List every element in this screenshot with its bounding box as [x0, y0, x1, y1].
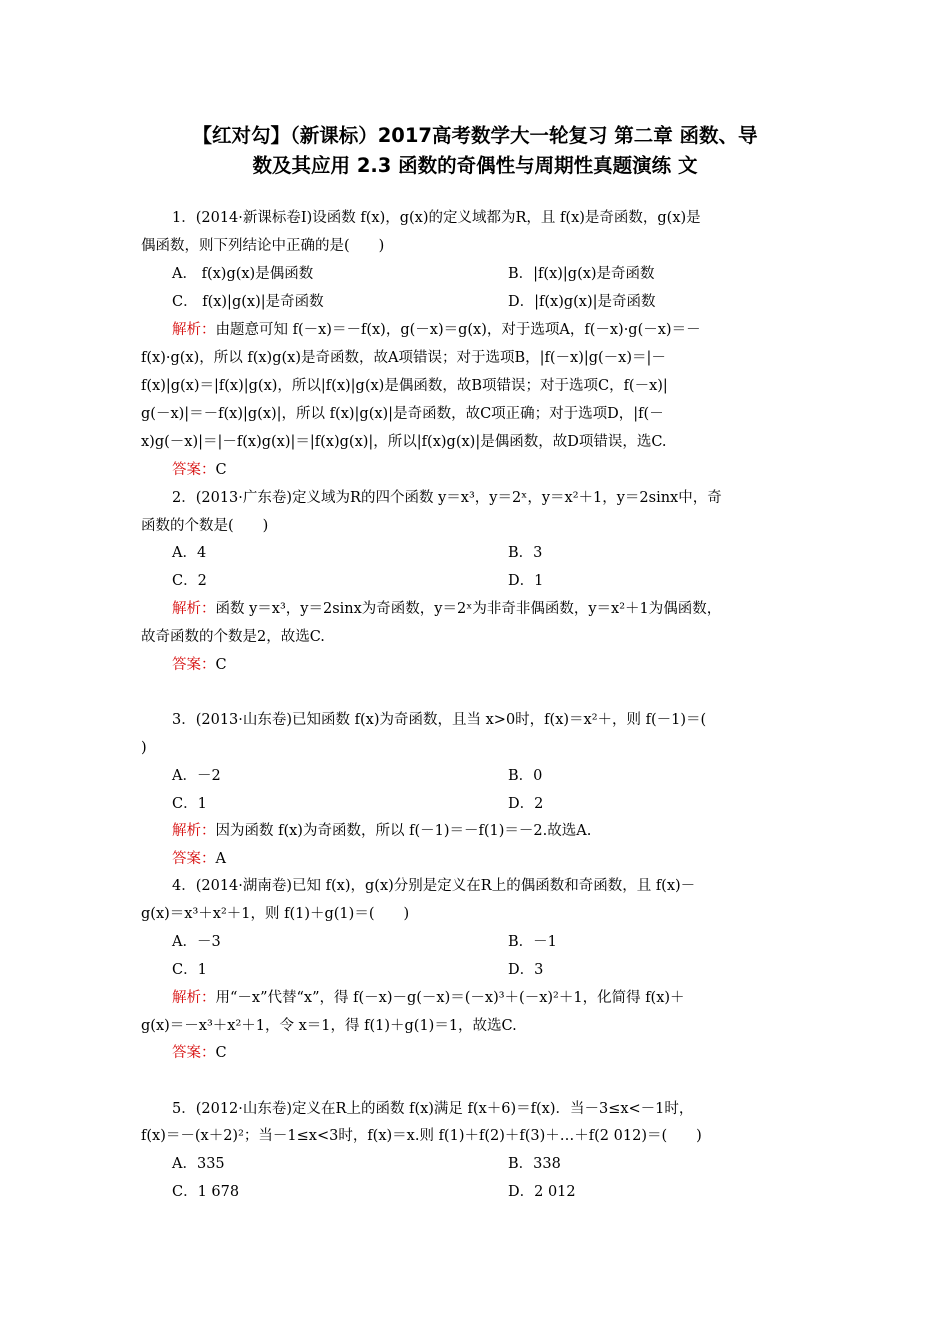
q5-stem-line-1: 5．(2012·山东卷)定义在R上的函数 f(x)满足 f(x＋6)＝f(x)．当－3≤x<－1时，	[172, 1101, 694, 1117]
q2-stem-line-2: 函数的个数是( )	[141, 518, 269, 534]
answer-label: 答案：	[172, 657, 216, 673]
q4-solution-line-1	[172, 988, 685, 1008]
q1-solution-line-3: f(x)|g(x)＝|f(x)|g(x)，所以|f(x)|g(x)是偶函数，故B项错误；对于选项C，f(－x)|	[141, 378, 668, 394]
answer-value: A	[215, 851, 226, 867]
answer-value: C	[215, 1045, 227, 1061]
q4-answer	[172, 1043, 227, 1063]
answer-label: 答案：	[172, 462, 216, 478]
answer-value: C	[215, 462, 227, 478]
q1-solution-line-1	[172, 320, 701, 340]
solution-label: 解析：	[172, 601, 216, 617]
solution-label: 解析：	[172, 990, 216, 1006]
q4-stem-line-1: 4．(2014·湖南卷)已知 f(x)，g(x)分别是定义在R上的偶函数和奇函数，且 f(x)－	[172, 878, 696, 894]
q2-stem-line-1: 2．(2013·广东卷)定义域为R的四个函数 y＝x³，y＝2ˣ，y＝x²＋1，y＝2sinx中，奇	[172, 490, 722, 506]
q1-solution-line-5: x)g(－x)|＝|－f(x)g(x)|＝|f(x)g(x)|，所以|f(x)g(x)|是偶函数，故D项错误，选C.	[141, 434, 667, 450]
q1-solution-line-4: g(－x)|＝－f(x)|g(x)|，所以 f(x)|g(x)|是奇函数，故C项正确；对于选项D，|f(－	[141, 406, 664, 422]
q2-option-c: C．2	[172, 573, 207, 589]
title-line-2: 数及其应用 2.3 函数的奇偶性与周期性真题演练 文	[252, 154, 698, 177]
solution-text: 用“－x”代替“x”，得 f(－x)－g(－x)＝(－x)³＋(－x)²＋1，化简得 f(x)＋	[215, 990, 685, 1006]
q3-stem-line-2: )	[141, 740, 147, 756]
q3-option-b: B．0	[508, 768, 543, 784]
q1-option-c: C． f(x)|g(x)|是奇函数	[172, 294, 324, 310]
q4-option-c: C．1	[172, 962, 207, 978]
q5-option-c: C．1 678	[172, 1184, 240, 1200]
document-title	[110, 121, 840, 181]
q2-option-b: B．3	[508, 545, 543, 561]
q4-option-b: B．－1	[508, 934, 557, 950]
answer-label: 答案：	[172, 851, 216, 867]
q1-stem-line-2: 偶函数，则下列结论中正确的是( )	[141, 238, 385, 254]
q4-stem-line-2: g(x)＝x³＋x²＋1，则 f(1)＋g(1)＝( )	[141, 906, 410, 922]
q3-stem-line-1: 3．(2013·山东卷)已知函数 f(x)为奇函数，且当 x>0时，f(x)＝x²＋，则 f(－1)＝(	[172, 712, 707, 728]
q1-stem-line-1: 1．(2014·新课标卷Ⅰ)设函数 f(x)，g(x)的定义域都为R，且 f(x)是奇函数，g(x)是	[172, 210, 701, 226]
q5-option-d: D．2 012	[508, 1184, 576, 1200]
answer-value: C	[215, 657, 227, 673]
q3-option-c: C．1	[172, 796, 207, 812]
q2-solution-line-2: 故奇函数的个数是2，故选C.	[141, 629, 325, 645]
title-line-1: 【红对勾】（新课标）2017高考数学大一轮复习 第二章 函数、导	[192, 124, 758, 147]
q1-option-a: A． f(x)g(x)是偶函数	[172, 266, 314, 282]
q4-option-a: A．－3	[172, 934, 221, 950]
solution-label: 解析：	[172, 322, 216, 338]
solution-label: 解析：	[172, 823, 216, 839]
answer-label: 答案：	[172, 1045, 216, 1061]
q1-answer	[172, 460, 227, 480]
solution-text: 因为函数 f(x)为奇函数，所以 f(－1)＝－f(1)＝－2.故选A.	[215, 823, 592, 839]
q4-solution-line-2: g(x)＝－x³＋x²＋1，令 x＝1，得 f(1)＋g(1)＝1，故选C.	[141, 1018, 517, 1034]
q1-option-b: B．|f(x)|g(x)是奇函数	[508, 266, 655, 282]
q3-option-a: A．－2	[172, 768, 221, 784]
q5-option-b: B．338	[508, 1156, 561, 1172]
q5-stem-line-2: f(x)＝－(x＋2)²；当－1≤x<3时，f(x)＝x.则 f(1)＋f(2)＋f(3)＋…＋f(2 012)＝( )	[141, 1128, 702, 1144]
q3-answer	[172, 849, 226, 869]
q4-option-d: D．3	[508, 962, 544, 978]
q2-option-d: D．1	[508, 573, 544, 589]
q2-solution-line-1	[172, 599, 721, 619]
q2-option-a: A．4	[172, 545, 207, 561]
q5-option-a: A．335	[172, 1156, 225, 1172]
solution-text: 函数 y＝x³，y＝2sinx为奇函数，y＝2ˣ为非奇非偶函数，y＝x²＋1为偶函数，	[215, 601, 722, 617]
q1-option-d: D．|f(x)g(x)|是奇函数	[508, 294, 656, 310]
solution-text: 由题意可知 f(－x)＝－f(x)，g(－x)＝g(x)，对于选项A，f(－x)·g(－x)＝－	[215, 322, 701, 338]
q1-solution-line-2: f(x)·g(x)，所以 f(x)g(x)是奇函数，故A项错误；对于选项B，|f(－x)|g(－x)＝|－	[141, 350, 666, 366]
q2-answer	[172, 655, 227, 675]
q3-option-d: D．2	[508, 796, 544, 812]
q3-solution-line-1	[172, 821, 591, 841]
